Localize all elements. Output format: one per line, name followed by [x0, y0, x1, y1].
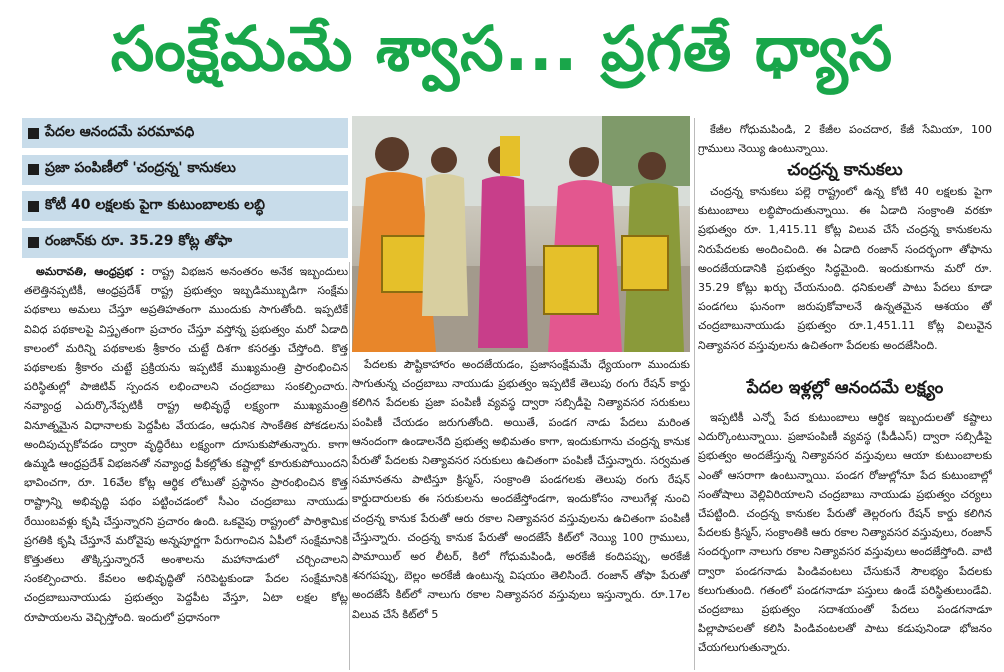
- highlight-text: ప్రజా పంపిణీలో 'చంద్రన్న' కానుకలు: [45, 160, 236, 177]
- highlight-text: రంజాన్‌కు రూ. 35.29 కోట్ల తోఫా: [45, 233, 233, 250]
- highlight-item: [22, 191, 348, 221]
- dateline: అమరావతి, ఆంధ్రప్రభ :: [36, 265, 145, 278]
- women-with-gift-bags-illustration: [352, 116, 690, 352]
- highlight-item: [22, 155, 348, 185]
- article-column-2: [352, 355, 690, 670]
- square-bullet-icon: [28, 164, 39, 175]
- subheading-happiness-goal: పేదల ఇళ్లల్లో ఆనందమే లక్ష్యం: [746, 378, 944, 398]
- article-text: రాష్ట్ర విభజన అనంతరం అనేక ఇబ్బందులు తలెత్తినప్పటికీ, ఆంధ్రప్రదేశ్ రాష్ట్ర ప్రభుత్వం ఇబ్బడిముబ్బడిగా సంక్షేమ పథకాలు అమలు చేస్తూ అప్రతిహతంగా ముందుకు సాగుతోంది. ఇప్పటికే వివిధ పథకాలపై విస్తృతంగా ప్రచారం చేస్తూ వస్తోన్న ప్రభుత్వం మరో ఏడాది కాలంలో మరిన్ని పథకాలకు శ్రీకారం చుట్టే దిశగా కసరత్తు చేస్తోంది. కొత్త పథకాలకు శ్రీకారం చుట్టే ప్రక్రియను ఇప్పటికే ముఖ్యమంత్రి ప్రారంభించిన పరిస్థితుల్లో పాజిటివ్ స్పందన లభించాలని చంద్రబాబు సంకల్పించారు. నవ్యాంధ్ర ఎదుర్కొనేప్పటికీ రాష్ట్ర అభివృద్ధే లక్ష్యంగా ముఖ్యమంత్రి వినూత్నమైన విధానాలకు పెద్దపీట వేయడం, ఆధునిక సాంకేతిక పోకడలను అందిపుచ్చుకోవడం ద్వారా వృద్ధిరేటు లక్ష్యంగా దూసుకుపోతున్నారు. కాగా ఉమ్మడి ఆంధ్రప్రదేశ్ విభజనతో నవ్యాంధ్ర పీకల్లోతు కష్టాల్లో కూరుకుపోయిందని భావించగా, రూ. 16వేల కోట్ల ఆర్థిక లోటుతో ప్రస్థానం ప్రారంభించిన కొత్త రాష్ట్రాన్ని అభివృద్ధి పథం పట్టించడంలో సీఎం చంద్రబాబు నాయుడు రేయింబవళ్లు కృషి చేస్తున్నారని ప్రచారం ఉంది. ఒకవైపు రాష్ట్రంలో పారిశ్రామిక ప్రగతికి కృషి చేస్తూనే మరోవైపు అన్నపూర్ణగా పేరుగాంచిన ఏపీలో సంక్షేమానికి కొత్తుతలు తొక్కిస్తున్నారనే అంశాలను మహానాడులో చర్చించాలని సంకల్పించారు. కేవలం అభివృద్ధితో సరిపెట్టకుండా పేదల సంక్షేమానికి చంద్రబాబునాయుడు ప్రభుత్వం పెద్దపీట వేస్తూ, ఏటా లక్షల కోట్ల రూపాయలను వెచ్చిస్తోంది. ఇందులో ప్రధానంగా: [24, 265, 348, 624]
- article-text: చంద్రన్న కానుకలు పల్లె రాష్ట్రంలో ఉన్న కోటి 40 లక్షలకు పైగా కుటుంబాలు లబ్ధిపొందుతున్నాయి. ఈ ఏడాది సంక్రాంతి వరకూ ప్రభుత్వం రూ. 1,415.11 కోట్ల విలువ చేసే చంద్రన్న కానుకలను నిరుపేదలకు అందించింది. ఈ ఏడాది రంజాన్ సందర్భంగా తోఫాను అందజేయడానికి ప్రభుత్వం సిద్ధమైంది. ఇందుకుగాను మరో రూ. 35.29 కోట్లు ఖర్చు చేయనుంది. ధనికులతో పాటు పేదలు కూడా పండగలు ఘనంగా జరుపుకోవాలనే ఉన్నతమైన ఆశయం తో చంద్రబాబునాయుడు ప్రభుత్వం రూ.1,451.11 కోట్ల విలువైన నిత్యావసర వస్తువులను ఉచితంగా పేదలకు అందజేసింది.: [698, 185, 992, 352]
- news-photo: [352, 116, 690, 352]
- column-divider: [349, 262, 350, 670]
- square-bullet-icon: [28, 201, 39, 212]
- article-column-3-bottom: [698, 408, 992, 670]
- square-bullet-icon: [28, 128, 39, 139]
- highlight-item: [22, 228, 348, 258]
- article-column-1: [24, 262, 348, 670]
- article-text: ఇప్పటికీ ఎన్నో పేద కుటుంబాలు ఆర్థిక ఇబ్బందులతో కష్టాలు ఎదుర్కొంటున్నాయి. ప్రజాపంపిణీ వ్యవస్థ (పీడీఎస్) ద్వారా సబ్సిడీపై ప్రభుత్వం అందజేస్తున్న నిత్యావసర వస్తువులు ఆయా కుటుంబాలకు ఎంతో ఆసరాగా ఉంటున్నాయి. పండగ రోజుల్లోనూ పేద కుటుంబాల్లో సంతోషాలు వెల్లివిరియాలని చంద్రబాబు నాయుడు ప్రభుత్వం చర్యలు చేపట్టింది. చంద్రన్న కానుకల పేరుతో తెల్లరంగు రేషన్ కార్డు కలిగిన పేదలకు క్రిస్మస్, సంక్రాంతికి ఆరు రకాల నిత్యావసర వస్తువులు, రంజాన్ సందర్భంగా నాలుగు రకాల నిత్యావసర వస్తువులు అందజేస్తోంది. వాటి ద్వారా పండగనాడు పిండివంటలు చేసుకునే సౌలభ్యం పేదలకు కలుగుతుంది. గతంలో పండగనాడూ పస్తులు ఉండే పరిస్థితులుండేవి. చంద్రబాబు ప్రభుత్వం సదాశయంతో పేదలు పండగనాడూ పిల్లాపాపలతో కలిసి పిండివంటలతో పాటు కడుపునిండా భోజనం చేయగలుగుతున్నారు.: [698, 411, 992, 655]
- article-column-3-top: [698, 120, 992, 162]
- highlight-item: [22, 118, 348, 148]
- square-bullet-icon: [28, 237, 39, 248]
- highlight-text: కోటీ 40 లక్షలకు పైగా కుటుంబాలకు లబ్ధి: [45, 196, 265, 213]
- article-text: పేదలకు పౌష్టికాహారం అందజేయడం, ప్రజాసంక్షేమమే ధ్యేయంగా ముందుకు సాగుతున్న చంద్రబాబు నాయుడు ప్రభుత్వం ఇప్పటికే తెలుపు రంగు రేషన్ కార్డు కలిగిన పేదలకు ప్రజా పంపిణీ వ్యవస్థ ద్వారా సబ్సిడీపై నిత్యావసర సరుకులు పంపిణీ చేయడం జరుగుతోంది. అయితే, పండగ నాడు పేదలు మరింత ఆనందంగా ఉండాలనేది ప్రభుత్వ అభిమతం కాగా, ఇందుకుగాను చంద్రన్న కానుక పేరుతో పేదలకు నిత్యావసర సరుకులు ఉచితంగా పంపిణీ చేస్తున్నారు. సర్వమత సమానతను పాటిస్తూ క్రిస్మస్, సంక్రాంతి పండగలకు తెలుపు రంగు రేషన్ కార్డుదారులకు ఈ సరుకులను అందజేస్తోండగా, ఇందుకోసం నాలుగేళ్ల నుంచి చంద్రన్న కానుక పేరుతో ఆరు రకాల నిత్యావసర వస్తువులను ఉచితంగా పంపిణీ చేస్తున్నారు. చంద్రన్న కానుక పేరుతో అందజేసే కిట్‌లో నెయ్యి 100 గ్రాములు, పామాయిల్ అర లీటర్, కిలో గోధుమపిండి, అరకేజీ కందిపప్పు, అరకేజీ శనగపప్పు, బెల్లం అరకేజీ ఉంటున్న విషయం తెలిసిందే. రంజాన్ తోఫా పేరుతో అందజేసే కిట్‌లో నాలుగు రకాల నిత్యావసర వస్తువులు ఇస్తున్నారు. రూ.17ల విలువ చేసే కిట్‌లో 5: [352, 358, 690, 621]
- column-divider: [694, 118, 695, 670]
- subheading-chandranna-kanukalu: చంద్రన్న కానుకలు: [787, 160, 903, 180]
- article-column-3-middle: [698, 182, 992, 374]
- article-text: కేజీల గోధుమపిండి, 2 కేజీల పంచదార, కేజీ సేమియా, 100 గ్రాములు నెయ్యి ఉంటున్నాయి.: [698, 123, 992, 156]
- highlight-text: పేదల ఆనందమే పరమావధి: [45, 123, 195, 140]
- highlights-box: [22, 118, 348, 258]
- headline: సంక్షేమమే శ్వాస... ప్రగతే ధ్యాస: [110, 12, 894, 85]
- article-paragraph: [24, 262, 348, 627]
